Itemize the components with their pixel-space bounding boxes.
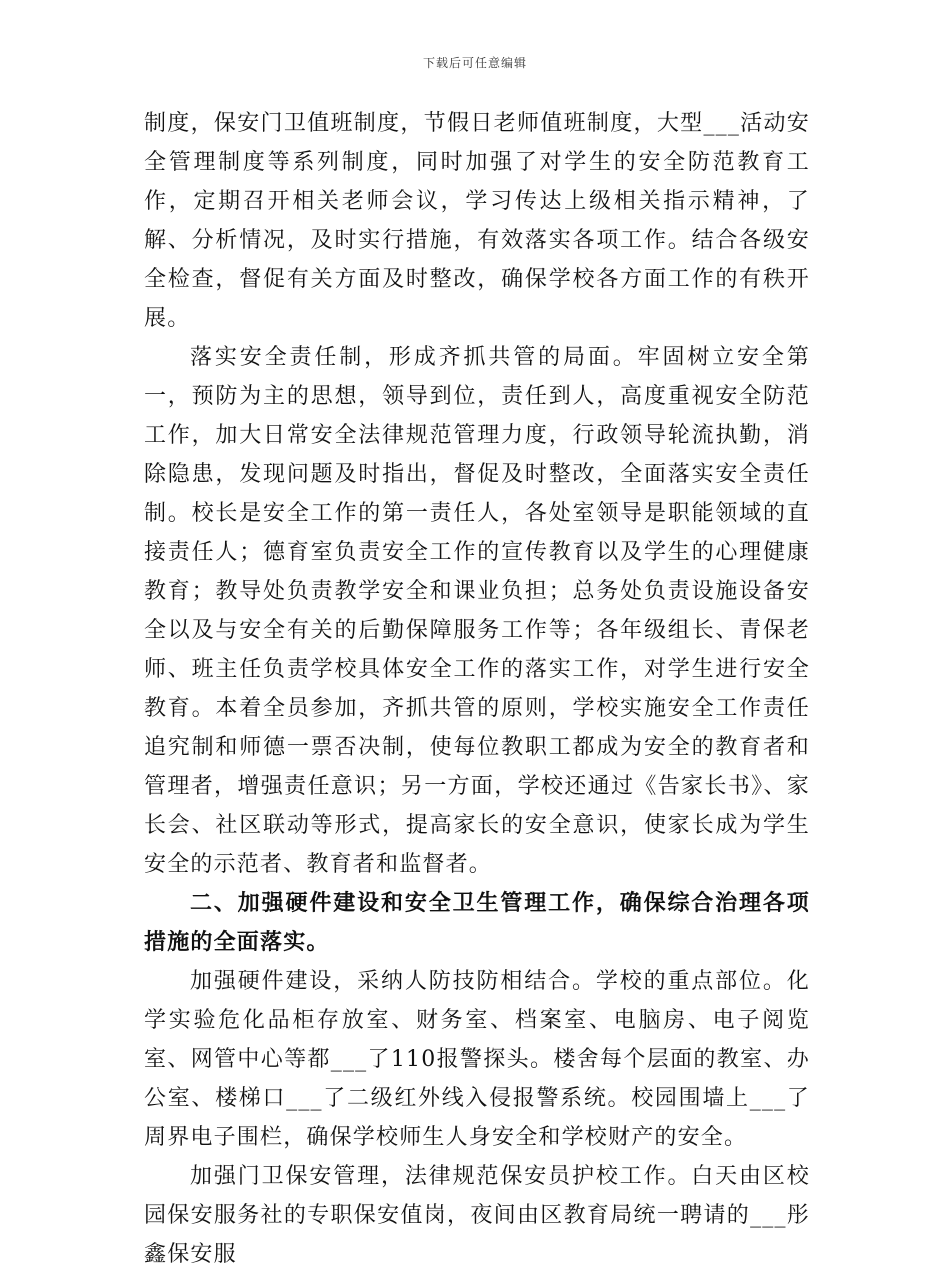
document-body <box>144 104 810 1274</box>
paragraph-1: 制度，保安门卫值班制度，节假日老师值班制度，大型___活动安全管理制度等系列制度，同时加强了对学生的安全防范教育工作，定期召开相关老师会议，学习传达上级相关指示精神，了解、分析情况，及时实行措施，有效落实各项工作。结合各级安全检查，督促有关方面及时整改，确保学校各方面工作的有秩开展。 <box>144 111 810 331</box>
page-header: 下载后可任意编辑 <box>422 56 527 70</box>
paragraph-2: 落实安全责任制，形成齐抓共管的局面。牢固树立安全第一，预防为主的思想，领导到位，责任到人，高度重视安全防范工作，加大日常安全法律规范管理力度，行政领导轮流执勤，消除隐患，发现问题及时指出，督促及时整改，全面落实安全责任制。校长是安全工作的第一责任人，各处室领导是职能领域的直接责任人；德育室负责安全工作的宣传教育以及学生的心理健康教育；教导处负责教学安全和课业负担；总务处负责设施设备安全以及与安全有关的后勤保障服务工作等；各年级组长、青保老师、班主任负责学校具体安全工作的落实工作，对学生进行安全教育。本着全员参加，齐抓共管的原则，学校实施安全工作责任追究制和师德一票否决制，使每位教职工都成为安全的教育者和管理者，增强责任意识；另一方面，学校还通过《告家长书》、家长会、社区联动等形式，提高家长的安全意识，使家长成为学生安全的示范者、教育者和监督者。 <box>144 345 810 877</box>
section-heading: 二、加强硬件建设和安全卫生管理工作，确保综合治理各项措施的全面落实。 <box>144 890 810 955</box>
paragraph-3: 加强硬件建设，采纳人防技防相结合。学校的重点部位。化学实验危化品柜存放室、财务室、档案室、电脑房、电子阅览室、网管中心等都___了110报警探头。楼舍每个层面的教室、办公室、楼梯口___了二级红外线入侵报警系统。校园围墙上___了周界电子围栏，确保学校师生人身安全和学校财产的安全。 <box>144 969 810 1150</box>
paragraph-4: 加强门卫保安管理，法律规范保安员护校工作。白天由区校园保安服务社的专职保安值岗，夜间由区教育局统一聘请的___彤鑫保安服 <box>144 1164 810 1267</box>
